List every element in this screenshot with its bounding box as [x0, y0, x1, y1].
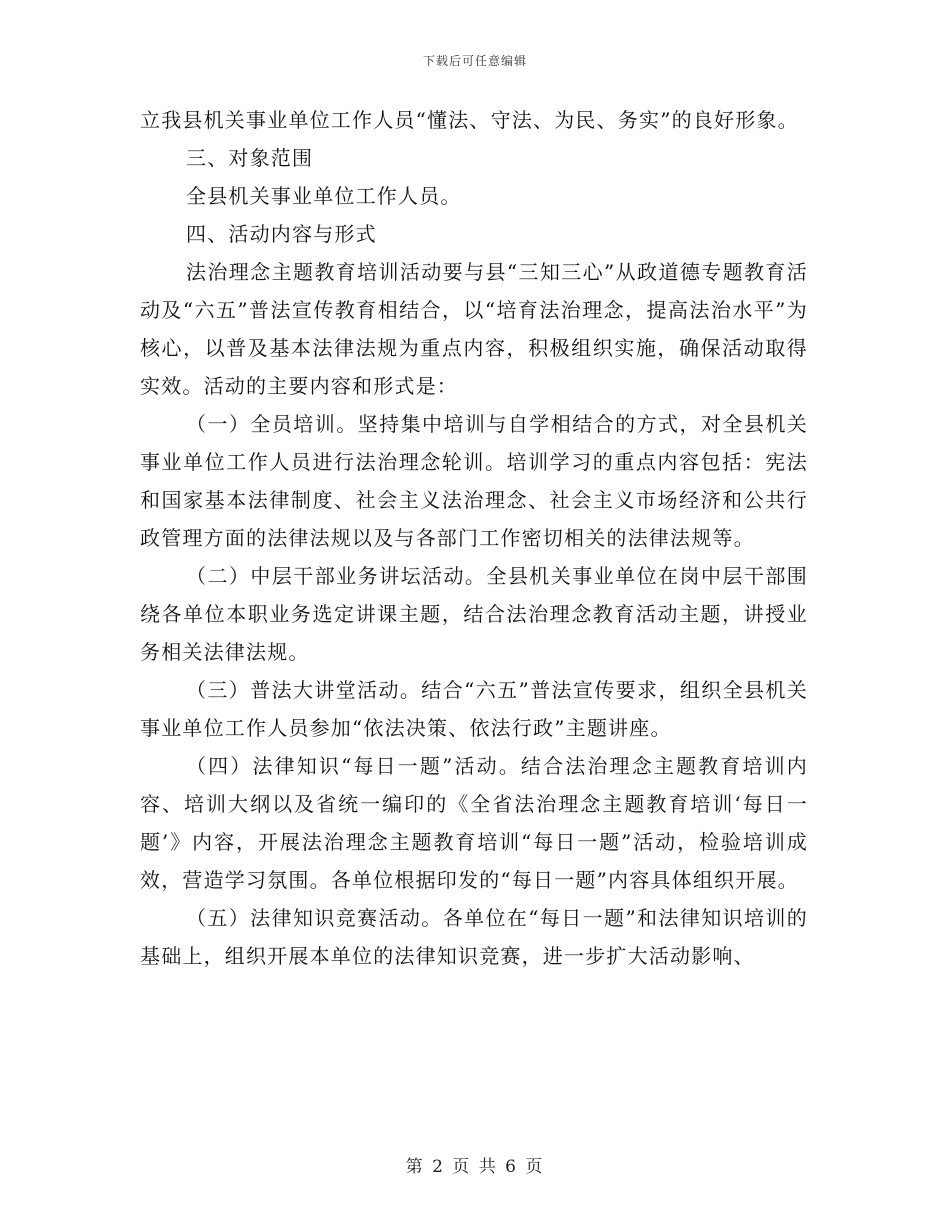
paragraph-scope: 全县机关事业单位工作人员。	[186, 184, 462, 208]
document-body	[140, 101, 808, 975]
paragraph-item-2: （二）中层干部业务讲坛活动。全县机关事业单位在岗中层干部围绕各单位本职业务选定讲课主题，结合法治理念教育活动主题，讲授业务相关法律法规。	[140, 564, 808, 664]
section-heading-content: 四、活动内容与形式	[186, 222, 377, 246]
paragraph-continuation: 立我县机关事业单位工作人员“懂法、守法、为民、务实”的良好形象。	[140, 108, 799, 132]
paragraph-item-1: （一）全员培训。坚持集中培训与自学相结合的方式，对全县机关事业单位工作人员进行法治理念轮训。培训学习的重点内容包括：宪法和国家基本法律制度、社会主义法治理念、社会主义市场经济和公共行政管理方面的法律法规以及与各部门工作密切相关的法律法规等。	[140, 412, 808, 550]
paragraph-item-4: （四）法律知识“每日一题”活动。结合法治理念主题教育培训内容、培训大纲以及省统一编印的《全省法治理念主题教育培训‘每日一题’》内容，开展法治理念主题教育培训“每日一题”活动，检验培训成效，营造学习氛围。各单位根据印发的“每日一题”内容具体组织开展。	[140, 754, 808, 892]
section-heading-scope: 三、对象范围	[186, 146, 314, 170]
page-footer: 第 2 页 共 6 页	[405, 1157, 545, 1177]
paragraph-item-5: （五）法律知识竞赛活动。各单位在“每日一题”和法律知识培训的基础上，组织开展本单位的法律知识竞赛，进一步扩大活动影响、	[140, 906, 808, 968]
paragraph-intro: 法治理念主题教育培训活动要与县“三知三心”从政道德专题教育活动及“六五”普法宣传教育相结合，以“培育法治理念，提高法治水平”为核心，以普及基本法律法规为重点内容，积极组织实施，确保活动取得实效。活动的主要内容和形式是：	[140, 260, 808, 398]
page-header: 下载后可任意编辑	[422, 54, 527, 68]
paragraph-item-3: （三）普法大讲堂活动。结合“六五”普法宣传要求，组织全县机关事业单位工作人员参加“依法决策、依法行政”主题讲座。	[140, 678, 808, 740]
